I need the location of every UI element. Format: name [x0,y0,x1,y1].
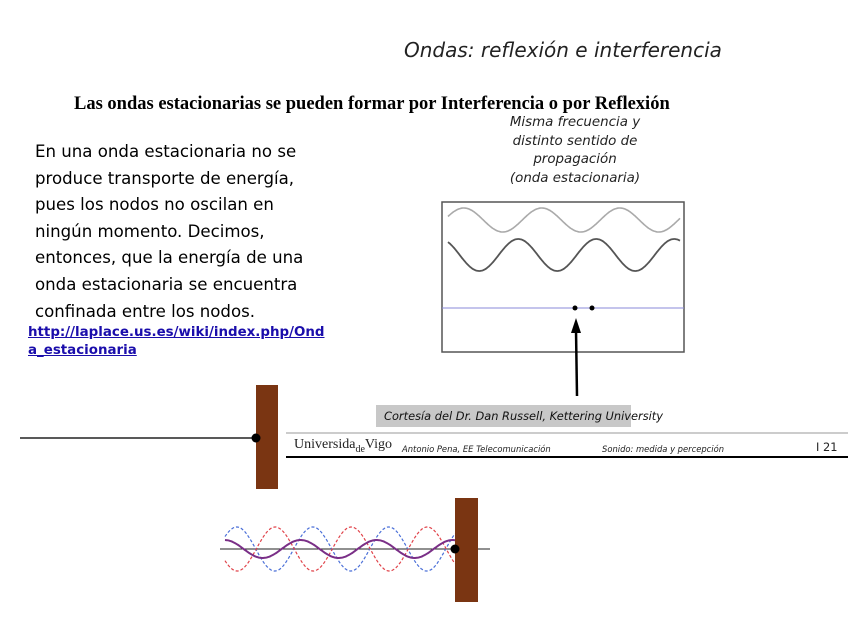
body-line: En una onda estacionaria no se [35,142,297,161]
body-line: onda estacionaria se encuentra [35,274,298,294]
university-logo-text [294,437,392,455]
reference-link[interactable] [28,324,325,360]
university-text-a: Universida [294,437,356,452]
interference-caption [480,114,670,189]
body-line: entonces, que la energía de una [35,248,304,268]
interference-diagram-box [442,202,684,352]
node-dot-left [573,306,578,311]
footer-course: Sonido: medida y percepción [602,444,725,454]
node-arrow-shaft [576,330,577,396]
caption-line: (onda estacionaria) [509,171,641,187]
body-line: pues los nodos no oscilan en [35,195,274,215]
body-line: ningún momento. Decimos, [35,221,265,241]
body-line: confinada entre los nodos. [35,301,256,321]
caption-line: distinto sentido de [512,133,638,149]
wall-node-dot-2 [451,545,460,554]
caption-line: propagación [533,152,617,168]
footer-page-number: I 21 [816,440,838,454]
caption-line: Misma frecuencia y [509,115,641,130]
reference-link-line[interactable]: a_estacionaria [28,343,137,358]
reference-link-line[interactable]: http://laplace.us.es/wiki/index.php/Ond [28,325,325,340]
university-text-b: Vigo [364,437,393,452]
slide-subtitle: Las ondas estacionarias se pueden formar por Interferencia o por Reflexión [74,94,670,114]
courtesy-credit: Cortesía del Dr. Dan Russell, Kettering University [376,405,631,427]
wall-node-dot-1 [252,434,261,443]
footer-author: Antonio Pena, EE Telecomunicación [402,444,551,454]
body-paragraph [35,139,335,325]
body-line: produce transporte de energía, [35,168,295,188]
university-text-sub: de [355,443,365,455]
page-title: Ondas: reflexión e interferencia [404,38,722,62]
node-dot-right [590,306,595,311]
